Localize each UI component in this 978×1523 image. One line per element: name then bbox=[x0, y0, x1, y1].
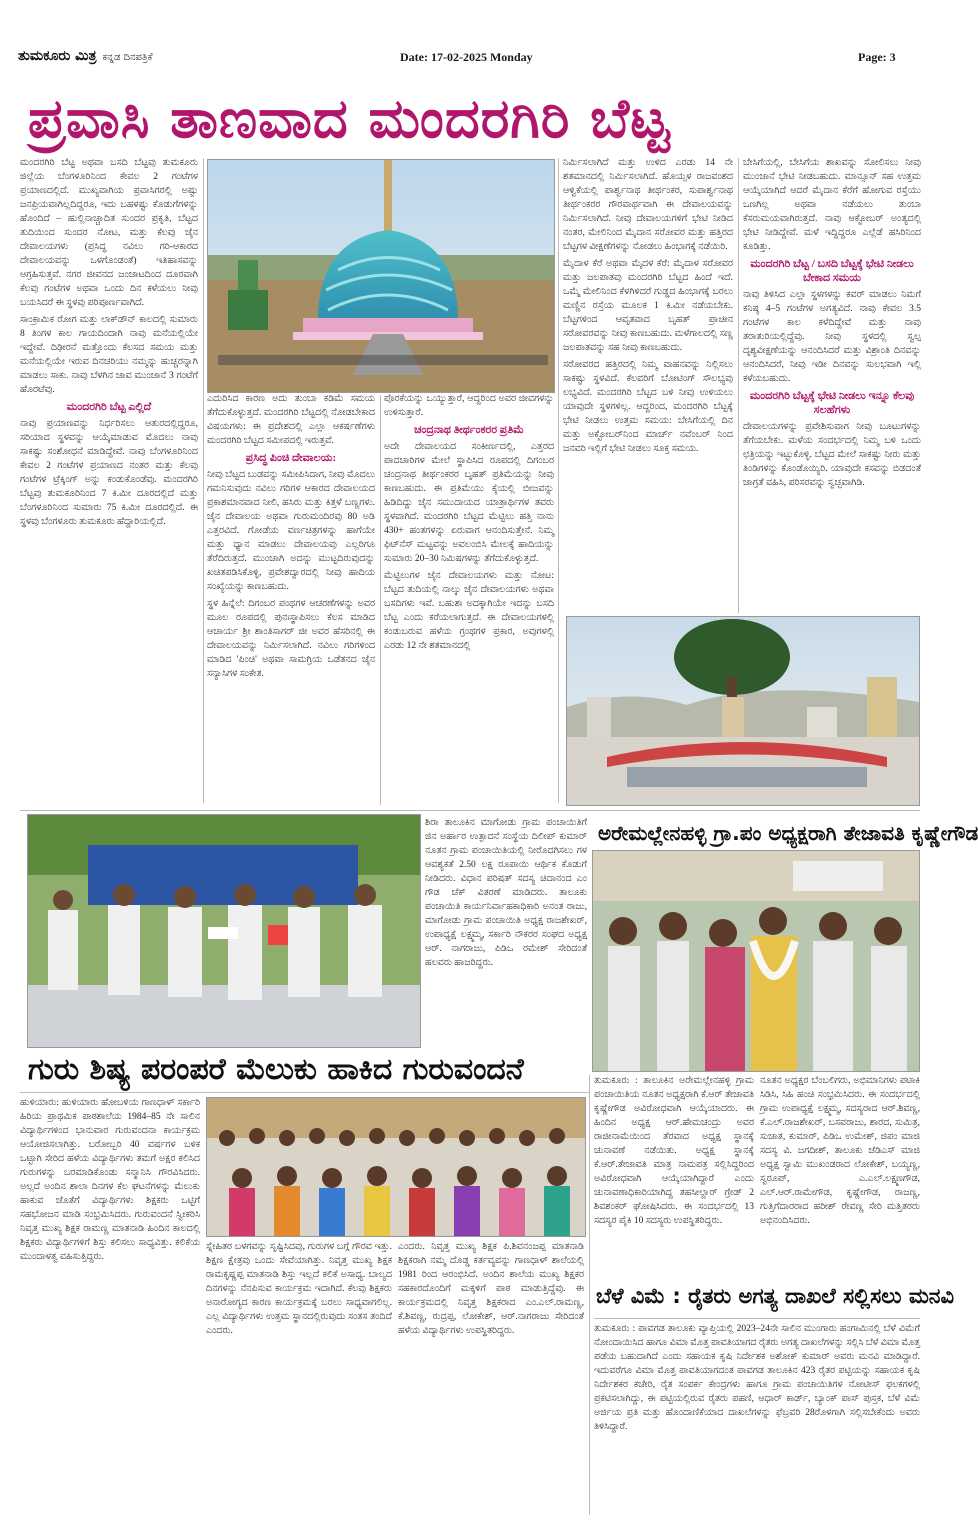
panchayat-story-text-2 bbox=[760, 1074, 920, 1270]
panchayat-president-photo bbox=[592, 850, 920, 1072]
paragraph: ಶಿರಾ ತಾಲೂಕಿನ ಮಾಗೋಡು ಗ್ರಾಮ ಪಂಚಾಯಿತಿಗೆ ಜಿನ ಅರ್ಹಾರ ಉತ್ಪಾದನೆ ಸಂಸ್ಥೆಯ ದಿಲೀಪ್ ಕುಮಾರ್ ನೂತನ ಗ್ರಾಮ ಪಂಚಾಯಿತಿಯಲ್ಲಿ ನೀರೊದಗಿಸಲು ಗಳ ಆವಶ್ಯಕತೆ 2.50 ಲಕ್ಷ ರೂಪಾಯಿ ಆರ್ಥಿಕ ಕೊಡುಗೆ ನೀಡಿದರು. ವಿಧಾನ ಪರಿಷತ್ ಸದಸ್ಯ ಚಿದಾನಂದ ಎಂ ಗೌಡ ಚೆಕ್ ವಿತರಣೆ ಮಾಡಿದರು. ತಾಲೂಕು ಪಂಚಾಯಿತಿ ಕಾರ್ಯನಿರ್ವಾಹಕಾಧಿಕಾರಿ ಅನಂತ ರಾಜು, ಮಾಗೋಡು ಗ್ರಾಮ ಪಂಚಾಯಿತಿ ಅಧ್ಯಕ್ಷ ರಾಜಶೇಖರ್, ಉಪಾಧ್ಯಕ್ಷೆ ಲಕ್ಷ್ಮಮ್ಮ, ಸರ್ಕಾರಿ ನೌಕರರ ಸಂಘದ ಅಧ್ಯಕ್ಷ ಆರ್. ನಾಗರಾಜು, ಪಿಡಿಒ ರಮೇಶ್ ಸೇರಿದಂತೆ ಹಲವರು ಹಾಜರಿದ್ದರು. bbox=[425, 818, 587, 968]
guruvandane-column-2 bbox=[206, 1240, 392, 1518]
column-divider bbox=[380, 395, 381, 805]
paragraph: ಸ್ಥಳ ಹಿನ್ನೆಲೆ: ದಿಗಂಬರ ಪಂಥಗಳ ಆಚರಣೆಗಳನ್ನು ಅವರ ಮೂಲ ರೂಪದಲ್ಲಿ ಪುನಃಸ್ಥಾಪಿಸಲು ಕೆಲಸ ಮಾಡಿದ ಆಚಾರ್ಯ ಶ್ರೀ ಶಾಂತಿಸಾಗರ್ ಜೀ ಅವರ ಹೆಸರಿನಲ್ಲಿ ಈ ದೇವಾಲಯವನ್ನು ನಿರ್ಮಿಸಲಾಗಿದೆ. ನವಿಲು ಗರಿಗಳಿಂದ ಮಾಡಿದ 'ಪಿಂಚಿ' ಅಥವಾ ಸಾಮಗ್ರಿಯ ಒಡೆತನದ ಜೈನ ಸನ್ಯಾಸಿಗಳ ಸಂಕೇತ. bbox=[207, 599, 375, 679]
column-divider bbox=[738, 158, 739, 613]
panchayat-headline: ಅರೇಮಲ್ಲೇನಹಳ್ಳಿ ಗ್ರಾ.ಪಂ ಅಧ್ಯಕ್ಷರಾಗಿ ತೇಜಾವತಿ ಕೃಷ್ಣೇಗೌಡ bbox=[598, 821, 978, 845]
paragraph: ಬೇಸಿಗೆಯಲ್ಲಿ, ಬೇಸಿಗೆಯ ಶಾಖವನ್ನು ಸೋಲಿಸಲು ನೀವು ಮುಂಜಾನೆ ಭೇಟಿ ನೀಡಬಹುದು. ಮಾನ್ಸೂನ್ ಸಹ ಉತ್ತಮ ಆಯ್ಕೆಯಾಗಿದೆ ಆದರೆ ಮೈದಾನ ಕೆರೆಗೆ ಹೋಗುವ ರಸ್ತೆಯು ಒಣಗಿಲ್ಲ ಅಥವಾ ನಡೆಯಲು ತುಂಬಾ ಕೆಸರುಮಯವಾಗಿರುತ್ತದೆ. ನಾವು ಆಕ್ಟೋಬರ್ ಅಂತ್ಯದಲ್ಲಿ ಭೇಟಿ ನೀಡಿದ್ದೇವೆ. ಮಳೆ ಇದ್ದಿದ್ದರೂ ಎಲ್ಲೆಡೆ ಹಸಿರಿನಿಂದ ಕೂಡಿತ್ತು. bbox=[743, 158, 921, 252]
masthead-tagline: ಕನ್ನಡ ದಿನಪತ್ರಿಕೆ bbox=[102, 52, 153, 63]
subheading: ಮಂದರಗಿರಿ ಬೆಟ್ಟಕ್ಕೆ ಭೇಟಿ ನೀಡಲು ಇನ್ನೂ ಕೆಲವು ಸಲಹೆಗಳು bbox=[749, 390, 915, 416]
page-number: Page: 3 bbox=[858, 50, 896, 64]
paragraph: ಅದೇ ದೇವಾಲಯದ ಸಂಕೀರ್ಣದಲ್ಲಿ, ಎತ್ತರದ ಪಾದಚಾರಿಗಳ ಮೇಲೆ ಸ್ಥಾಪಿಸಿದ ರೂಪದಲ್ಲಿ ದಿಗಂಬರ ಚಂದ್ರನಾಥ ತೀರ್ಥಂಕರರ ಬೃಹತ್ ಪ್ರತಿಮೆಯನ್ನು ನೀವು ಕಾಣಬಹುದು. ಈ ಪ್ರತಿಮೆಯು ಕೈಯಲ್ಲಿ ಬೀಜವನ್ನು ಹಿಡಿದಿದ್ದು ಜೈನ ಸಮುದಾಯದ ಯಾತ್ರಾರ್ಥಿಗಳ ತವರು ಸ್ಥಳವಾಗಿದೆ. ಮಂದರಗಿರಿ ಬೆಟ್ಟದ ಮೆಟ್ಟಿಲು ಹತ್ತಿ ನಾನು 430+ ಹಂತಗಳನ್ನು ಏರುವಾಗ ಆನಂದಿಸುತ್ತೇನೆ. ನಿಮ್ಮ ಫಿಟ್‌ನೆಸ್ ಮಟ್ಟವನ್ನು ಅವಲಂಬಿಸಿ ಮೇಲಕ್ಕೆ ಹಾದಿಯನ್ನು ಸುಮಾರು 20–30 ನಿಮಿಷಗಳನ್ನು ತೆಗೆದುಕೊಳ್ಳುತ್ತದೆ. bbox=[384, 442, 554, 564]
section-rule bbox=[20, 1092, 590, 1093]
section-rule bbox=[594, 1318, 920, 1319]
paragraph: ತುಮಕೂರು : ತಾಲೂಕಿನ ಅರೇಮಲ್ಲೇನಹಳ್ಳಿ ಗ್ರಾಮ ಪಂಚಾಯಿತಿಯ ನೂತನ ಅಧ್ಯಕ್ಷರಾಗಿ ಕೆ.ಆರ್ ತೇಜಾವತಿ ಕೃಷ್ಣೇಗೌಡ ಅವಿರೋಧವಾಗಿ ಆಯ್ಕೆಯಾದರು. ಈ ಹಿಂದಿನ ಅಧ್ಯಕ್ಷ ಆರ್.ಹೇಮಚಂದ್ರು ಅವರ ರಾಜೀನಾಮೆಯಿಂದ ತೆರವಾದ ಅಧ್ಯಕ್ಷ ಸ್ಥಾನಕ್ಕೆ ಚುನಾವಣೆ ನಡೆಯಿತು. ಅಧ್ಯಕ್ಷ ಸ್ಥಾನಕ್ಕೆ ಕೆ.ಆರ್.ತೇಜಾವತಿ ಮಾತ್ರ ನಾಮಪತ್ರ ಸಲ್ಲಿಸಿದ್ದರಿಂದ ಅವಿರೋಧವಾಗಿ ಆಯ್ಕೆಯಾಗಿದ್ದಾರೆ ಎಂದು ಚುನಾವಣಾಧಿಕಾರಿಯಾಗಿದ್ದ ತಹಸೀಲ್ದಾರ್ ಗ್ರೇಡ್ 2 ಶಿವಶಂಕರ್ ಘೋಷಿಸಿದರು. ಈ ಸಂದರ್ಭದಲ್ಲಿ 13 ಸದಸ್ಯರ ಪೈಕಿ 10 ಸದಸ್ಯರು ಉಪಸ್ಥಿತರಿದ್ದರು. bbox=[594, 1076, 754, 1226]
paragraph: ನಾವು ತಿಳಿಸಿದ ಎಲ್ಲಾ ಸ್ಥಳಗಳನ್ನು ಕವರ್ ಮಾಡಲು ನಿಮಗೆ ಕನಿಷ್ಠ 4–5 ಗಂಟೆಗಳ ಅಗತ್ಯವಿದೆ. ನಾವು ಕೇವಲ 3.5 ಗಂಟೆಗಳ ಕಾಲ ಕಳೆದಿದ್ದೇವೆ ಮತ್ತು ನಾವು ತರಾತುರಿಯಲ್ಲಿದ್ದೆವು. ನೀವು ಸ್ಥಳದಲ್ಲಿ ಸ್ವಲ್ಪ ದೃಶ್ಯವೀಕ್ಷಣೆಯನ್ನು ಆನಂದಿಸಿದರೆ ಮತ್ತು ವಿಶ್ರಾಂತಿ ದಿನವನ್ನು ಆನಂದಿಸಿದರೆ, ನೀವು ಇಡೀ ದಿನವನ್ನು ಸುಲಭವಾಗಿ ಇಲ್ಲಿ ಕಳೆಯಬಹುದು. bbox=[743, 290, 921, 384]
paragraph: ಸ್ನೇಹಿತರ ಬಳಗವನ್ನು ಸೃಷ್ಟಿಸಿದವು, ಗುರುಗಳ ಬಗ್ಗೆ ಗೌರವ ಇತ್ತು. ಶಿಕ್ಷಣ ಕ್ಷೇತ್ರವು ಒಂದು ಸೇವೆಯಾಗಿತ್ತು. ನಿವೃತ್ತ ಮುಖ್ಯ ಶಿಕ್ಷಕ ರಾಮಕೃಷ್ಣಪ್ಪ ಮಾತನಾಡಿ ಶಿಸ್ತು ಇಲ್ಲದೆ ಕಲಿಕೆ ಅಸಾಧ್ಯ. ಬಾಲ್ಯದ ದಿನಗಳನ್ನು ನೆನಪಿಸುವ ಕಾರ್ಯಕ್ರಮ ಇದಾಗಿದೆ. ಕೆಲವು ಶಿಕ್ಷಕರು ಅನಾರೋಗ್ಯದ ಕಾರಣ ಕಾರ್ಯಕ್ರಮಕ್ಕೆ ಬರಲು ಸಾಧ್ಯವಾಗಲಿಲ್ಲ. ಎಲ್ಲ ವಿದ್ಯಾರ್ಥಿಗಳು ಉತ್ತಮ ಸ್ಥಾನದಲ್ಲಿರುವುದು ಸಂತಸ ತಂದಿದೆ ಎಂದರು. bbox=[206, 1242, 392, 1336]
masthead bbox=[18, 48, 153, 64]
paragraph: ಪೊರಕೆಯನ್ನು ಒಯ್ಯುತ್ತಾರೆ, ಆದ್ದರಿಂದ ಅವರ ಜೀವಗಳನ್ನು ಉಳಿಸುತ್ತಾರೆ. bbox=[384, 394, 554, 418]
column-divider bbox=[203, 158, 204, 803]
issue-date: Date: 17-02-2025 Monday bbox=[400, 50, 533, 64]
paragraph: ಮೆಟ್ಟಿಲುಗಳ ಜೈನ ದೇವಾಲಯಗಳು ಮತ್ತು ನೋಟ: ಬೆಟ್ಟದ ತುದಿಯಲ್ಲಿ ನಾಲ್ಕು ಜೈನ ದೇವಾಲಯಗಳು ಅಥವಾ ಬಸದಿಗಳು ಇವೆ. ಬಹುಶಃ ಅದಕ್ಕಾಗಿಯೇ ಇದನ್ನು ಬಸದಿ ಬೆಟ್ಟ ಎಂದು ಕರೆಯಲಾಗುತ್ತದೆ. ಈ ದೇವಾಲಯಗಳಲ್ಲಿ ಕಂಡುಬರುವ ಹಳೆಯ ಗ್ರಂಥಗಳ ಪ್ರಕಾರ, ಅವುಗಳಲ್ಲಿ ಎರಡು 12 ನೇ ಶತಮಾನದಲ್ಲಿ bbox=[384, 571, 554, 651]
story1-column-4 bbox=[563, 156, 733, 612]
paragraph: ಸರೋವರದ ಹತ್ತಿರದಲ್ಲಿ ನಿಮ್ಮ ವಾಹನವನ್ನು ನಿಲ್ಲಿಸಲು ಸಾಕಷ್ಟು ಸ್ಥಳವಿದೆ. ಕೆಲವರಿಗೆ ಬೋಟಿಂಗ್ ಸೌಲಭ್ಯವು ಲಭ್ಯವಿದೆ. ಮಂದರಗಿರಿ ಬೆಟ್ಟದ ಬಳಿ ನೀವು ಉಳಿಯಲು ಯಾವುದೇ ಸ್ಥಳಗಳಿಲ್ಲ. ಆದ್ದರಿಂದ, ಮಂದರಗಿರಿ ಬೆಟ್ಟಕ್ಕೆ ಭೇಟಿ ನೀಡಲು ಉತ್ತಮ ಸಮಯ: ಬೇಸಿಗೆಯಲ್ಲಿ ದಿನ ಮತ್ತು ಅಕ್ಟೋಬರ್‌ನಿಂದ ಮಾರ್ಚ್ ನವೆಂಬರ್ ನಿಂದ ಜನವರಿ ಇಲ್ಲಿಗೆ ಭೇಟಿ ನೀಡಲು ಸೂಕ್ತ ಸಮಯ. bbox=[563, 360, 733, 454]
magodu-story-text bbox=[425, 816, 587, 1056]
story1-column-1 bbox=[20, 156, 198, 806]
subheading: ಪ್ರಸಿದ್ಧ ಪಿಂಚಿ ದೇವಾಲಯ: bbox=[245, 452, 337, 464]
photo-caption-text: ಎದುರಿಸಿದ ಕಾರಣ ಅದು ತುಂಬಾ ಕಡಿಮೆ ಸಮಯ ತೆಗೆದುಕೊಳ್ಳುತ್ತದೆ. ಮಂದರಗಿರಿ ಬೆಟ್ಟದಲ್ಲಿ ನೋಡಬೇಕಾದ ವಿಷಯಗಳು: ಈ ಪ್ರದೇಶದಲ್ಲಿ ಎಲ್ಲಾ ಆಕರ್ಷಣೆಗಳು ಮಂದರಗಿರಿ ಬೆಟ್ಟದ ಸಮೀಪದಲ್ಲಿ ಇರುತ್ತವೆ. bbox=[207, 394, 375, 446]
paragraph: ಎಂದರು. ನಿವೃತ್ತ ಮುಖ್ಯ ಶಿಕ್ಷಕ ಪಿ.ಶಿವನಂಜಪ್ಪ ಮಾತನಾಡಿ ಶಿಕ್ಷಕರಾಗಿ ನಮ್ಮ ದೊಡ್ಡ ಕರ್ತವ್ಯವನ್ನು ಗಾಣಧಾಳ್ ಶಾಲೆಯಲ್ಲಿ 1981 ರಿಂದ ಆರಂಭಿಸಿದೆ. ಅಂದಿನ ಶಾಲೆಯ ಮುಖ್ಯ ಶಿಕ್ಷಕರ ಸಹಕಾರದೊಂದಿಗೆ ಮಕ್ಕಳಿಗೆ ಪಾಠ ಮಾಡುತ್ತಿದ್ದೆವು. ಈ ಕಾರ್ಯಕ್ರಮದಲ್ಲಿ ನಿವೃತ್ತ ಶಿಕ್ಷಕರಾದ ಎಂ.ಎಲ್.ರಾಮಣ್ಣ, ಕೆ.ಶಿವಣ್ಣ, ರುದ್ರಪ್ಪ, ಲೋಕೇಶ್, ಆರ್.ನಾಗರಾಜು ಸೇರಿದಂತೆ ಹಳೆಯ ವಿದ್ಯಾರ್ಥಿಗಳು ಉಪಸ್ಥಿತರಿದ್ದರು. bbox=[398, 1242, 584, 1336]
paragraph: ತುಮಕೂರು : ಪಾವಗಡ ತಾಲೂಕು ವ್ಯಾಪ್ತಿಯಲ್ಲಿ 2023–24ನೇ ಸಾಲಿನ ಮುಂಗಾರು ಹಂಗಾಮಿನಲ್ಲಿ ಬೆಳೆ ವಿಮೆಗೆ ನೋಂದಾಯಿಸಿದ ಹಾಗೂ ವಿಮಾ ಮೊತ್ತ ಪಾವತಿಯಾಗದ ರೈತರು ಅಗತ್ಯ ದಾಖಲೆಗಳನ್ನು ಸಲ್ಲಿಸಿ ಬೆಳೆ ವಿಮಾ ಮೊತ್ತ ಪಡೆಯ ಬಹುದಾಗಿದೆ ಎಂದು ಸಹಾಯಕ ಕೃಷಿ ನಿರ್ದೇಶಕ ಅಶೋಕ್ ಕುಮಾರ್ ಅವರು ಮನವಿ ಮಾಡಿದ್ದಾರೆ. ಇದುವರೆಗೂ ವಿಮಾ ಮೊತ್ತ ಪಾವತಿಯಾಗದಂತ ಪಾವಗಡ ತಾಲೂಕಿನ 423 ರೈತರ ಪಟ್ಟಿಯನ್ನು ಸಹಾಯಕ ಕೃಷಿ ನಿರ್ದೇಶಕರ ಕಚೇರಿ, ರೈತ ಸಂಪರ್ಕ ಕೇಂದ್ರಗಳು ಹಾಗೂ ಗ್ರಾಮ ಪಂಚಾಯಿತಿಗಳ ನೋಟೀಸ್ ಫಲಕಗಳಲ್ಲಿ ಪ್ರಕಟಿಸಲಾಗಿದ್ದು, ಈ ಪಟ್ಟಿಯಲ್ಲಿರುವ ರೈತರು ಪಹಣಿ, ಆಧಾರ್ ಕಾರ್ಡ್, ಬ್ಯಾಂಕ್ ಪಾಸ್ ಪುಸ್ತಕ, ಬೆಳೆ ವಿಮೆ ಅರ್ಜಿಯ ಪ್ರತಿ ಮತ್ತು ಹೊಂದಾಣಿಕೆಯಾದ ದಾಖಲೆಗಳನ್ನು ಫೆಬ್ರವರಿ 28ರೊಳಗಾಗಿ ಸಲ್ಲಿಸಬೇಕೆಂದು ಅವರು ತಿಳಿಸಿದ್ದಾರೆ. bbox=[594, 1324, 920, 1432]
hilltop-illustration bbox=[567, 617, 919, 805]
paragraph: ಮಂದರಗಿರಿ ಬೆಟ್ಟ ಅಥವಾ ಬಸದಿ ಬೆಟ್ಟವು ತುಮಕೂರು ಜಿಲ್ಲೆಯ ಬೆಂಗಳೂರಿನಿಂದ ಕೇವಲ 2 ಗಂಟೆಗಳ ಪ್ರಯಾಣದಲ್ಲಿದೆ. ಮುಖ್ಯವಾಗಿಯ ಪ್ರವಾಸಿಗರಲ್ಲಿ ಅಷ್ಟು ಜನಪ್ರಿಯವಾಗಿಲ್ಲದಿದ್ದರೂ, ಇದು ಬಹಳಷ್ಟು ಕೊಡುಗೆಗಳನ್ನು ಹೊಂದಿದೆ – ಹುಲ್ಲಿನಾಚ್ಚಾದಿತ ಸುಂದರ ಪ್ರಕೃತಿ, ಬೆಟ್ಟದ ತುದಿಯಿಂದ ಸುಂದರ ನೋಟ, ಮತ್ತು ಕೆಲವು ಜೈನ ದೇವಾಲಯಗಳು (ಪ್ರಸಿದ್ಧ ನವಿಲು ಗರಿ-ಆಕಾರದ ದೇವಾಲಯವನ್ನು ಒಳಗೊಂಡಂತೆ) ಇತಿಹಾಸವನ್ನು ಆಗ್ರಹಿಸುತ್ತವೆ. ನಗರ ಜೀವನದ ಜಂಜಾಟದಿಂದ ದೂರವಾಗಿ ಕೆಲವು ಗಂಟೆಗಳ ಅಥವಾ ಒಂದು ದಿನ ಕಳೆಯಲು ನೀವು ಬಯಸಿದರೆ ಈ ಸ್ಥಳವು ಪರಿಪೂರ್ಣವಾಗಿದೆ. bbox=[20, 158, 198, 308]
event-illustration bbox=[28, 815, 420, 1047]
story1-column-2 bbox=[207, 392, 375, 806]
teachers-group-photo bbox=[206, 1097, 586, 1237]
subheading: ಮಂದರಗಿರಿ ಬೆಟ್ಟ ಎಲ್ಲಿದೆ bbox=[66, 401, 152, 413]
temple-photo bbox=[207, 159, 555, 393]
column-divider bbox=[558, 158, 559, 803]
hilltop-statue-photo bbox=[566, 616, 920, 806]
subheading: ಮಂದರಗಿರಿ ಬೆಟ್ಟ / ಬಸದಿ ಬೆಟ್ಟಕ್ಕೆ ಭೇಟಿ ನೀಡಲು ಬೇಕಾದ ಸಮಯ bbox=[750, 258, 914, 284]
temple-illustration bbox=[208, 160, 554, 392]
story1-column-3 bbox=[384, 392, 554, 806]
felicitation-illustration bbox=[593, 851, 919, 1071]
masthead-title: ತುಮಕೂರು ಮಿತ್ರ bbox=[18, 48, 97, 64]
column-divider bbox=[589, 1075, 590, 1515]
crop-insurance-headline: ಬೆಳೆ ವಿಮೆ : ರೈತರು ಅಗತ್ಯ ದಾಖಲೆ ಸಲ್ಲಿಸಲು ಮನವಿ bbox=[596, 1284, 955, 1308]
guruvandane-headline: ಗುರು ಶಿಷ್ಯ ಪರಂಪರೆ ಮೆಲುಕು ಹಾಕಿದ ಗುರುವಂದನೆ bbox=[28, 1052, 524, 1087]
paragraph: ನೂತನ ಅಧ್ಯಕ್ಷರ ಬೆಂಬಲಿಗರು, ಅಭಿಮಾನಿಗಳು ಪಟಾಕಿ ಸಿಡಿಸಿ, ಸಿಹಿ ಹಂಚಿ ಸಂಭ್ರಮಿಸಿದರು. ಈ ಸಂದರ್ಭದಲ್ಲಿ ಗ್ರಾಮ ಉಪಾಧ್ಯಕ್ಷೆ ಲಕ್ಷ್ಮಮ್ಮ, ಸದಸ್ಯರಾದ ಆರ್.ಶಿವಣ್ಣ, ಕೆ.ಎಲ್.ರಾಜಶೇಖರ್, ಬಸವರಾಜು, ಶಾರದ, ಸುಮಿತ್ರ, ಸುಜಾತ, ಕುಮಾರ್, ಪಿಡಿಒ ಉಮೇಶ್, ಜಿಪಂ ಮಾಜಿ ಸದಸ್ಯ ವಿ. ಜಗದೀಶ್, ತಾಲೂಕು ಜೆಡಿಎಸ್ ಮಾಜಿ ಅಧ್ಯಕ್ಷ ಸ್ವಾಮಿ ಮುಖಂಡರಾದ ಲೋಕೇಶ್, ಬಯ್ಯಣ್ಣ, ಸ್ವರೂಪ್, ಎ.ಎಲ್.ಲಕ್ಷ್ಮಣಗೌಡ, ಎಲ್.ಆರ್.ರಾಮೇಗೌಡ, ಕೃಷ್ಣೇಗೌಡ, ರಾಜಣ್ಣ, ಗುತ್ತಿಗೆದಾರರಾದ ಹರೀಶ್ ರೇವಣ್ಣ ಸೇರಿ ಮತ್ತಿತರರು ಅಭಿನಂದಿಸಿದರು. bbox=[760, 1076, 920, 1226]
section-rule bbox=[20, 810, 920, 811]
paragraph: ಮೈದಾಳ ಕೆರೆ ಅಥವಾ ಮೈದಳ ಕೆರೆ: ಮೈದಾಳ ಸರೋವರ ಮತ್ತು ಜಲಪಾತವು ಮಂದರಗಿರಿ ಬೆಟ್ಟದ ಹಿಂದೆ ಇದೆ. ಒಮ್ಮೆ ಮೇಲಿನಿಂದ ಕೆಳಗಿಳಿದರೆ ಗುಡ್ಡದ ಹಿಂಭಾಗಕ್ಕೆ ಬರಲು ಮಣ್ಣಿನ ರಸ್ತೆಯ ಮೂಲಕ 1 ಕಿ.ಮೀ ನಡೆಯಬೇಕು. ಬೆಟ್ಟಗಳಿಂದ ಆವೃತವಾದ ಬೃಹತ್ ಪ್ರಾಚೀನ ಸರೋವರವನ್ನು ನೀವು ಕಾಣಬಹುದು. ಮಳೆಗಾಲದಲ್ಲಿ ಸಣ್ಣ ಜಲಪಾತವನ್ನು ಸಹ ನೀವು ಕಾಣಬಹುದು. bbox=[563, 259, 733, 353]
paragraph: ನಾವು ಪ್ರಯಾಣವನ್ನು ನಿರ್ಧರಿಸಲು ಆತುರದಲ್ಲಿದ್ದರೂ, ಸರಿಯಾದ ಸ್ಥಳವನ್ನು ಆಯ್ಕೆಮಾಡುವ ಮೊದಲು ನಾವು ಸಾಕಷ್ಟು ಸಂಶೋಧನೆ ಮಾಡಿದ್ದೇವೆ. ನಾವು ಬೆಂಗಳೂರಿನಿಂದ ಕೇವಲ 2 ಗಂಟೆಗಳ ಪ್ರಯಾಣದ ನಂತರ ಮತ್ತು ಕೆಲವು ಗಂಟೆಗಳ ಟ್ರೆಕ್ಕಿಂಗ್ ಅನ್ನು ಕಂಡುಕೊಂಡೆವು. ಮಂದರಗಿರಿ ಬೆಟ್ಟವು ತುಮಕೂರಿನಿಂದ 7 ಕಿ.ಮೀ ದೂರದಲ್ಲಿದೆ ಮತ್ತು ಬೆಂಗಳೂರಿನಿಂದ ಸುಮಾರು 75 ಕಿ.ಮೀ ದೂರದಲ್ಲಿದೆ. ಈ ಸ್ಥಳವು ಬೆಂಗಳೂರು ತುಮಕೂರು ಹೆದ್ದಾರಿಯಲ್ಲಿದೆ. bbox=[20, 419, 198, 527]
event-stage-photo bbox=[27, 814, 421, 1048]
subheading: ಚಂದ್ರನಾಥ ತೀರ್ಥಂಕರರ ಪ್ರತಿಮೆ bbox=[413, 424, 525, 436]
paragraph: ಹುಳಿಯಾರು: ಹುಳಿಯಾರು ಹೋಬಳಿಯ ಗಾಣಧಾಳ್ ಸರ್ಕಾರಿ ಹಿರಿಯ ಪ್ರಾಥಮಿಕ ಪಾಠಶಾಲೆಯ 1984–85 ನೇ ಸಾಲಿನ ವಿದ್ಯಾರ್ಥಿಗಳಿಂದ ಭಾನುವಾರ ಗುರುವಂದನಾ ಕಾರ್ಯಕ್ರಮ ಆಯೋಜಿಸಲಾಗಿತ್ತು. ಬರೋಬ್ಬರಿ 40 ವರ್ಷಗಳ ಬಳಿಕ ಒಟ್ಟಾಗಿ ಸೇರಿದ ಹಳೆಯ ವಿದ್ಯಾರ್ಥಿಗಳು ತಮಗೆ ಅಕ್ಷರ ಕಲಿಸಿದ ಗುರುಗಳನ್ನು ಬರಮಾಡಿಕೊಂಡು ಸನ್ಮಾನಿಸಿ ಗೌರವಿಸಿದರು. ಅಲ್ಲದೆ ಅಂದಿನ ಶಾಲಾ ದಿನಗಳ ಕೆಲ ಘಟನೆಗಳನ್ನು ಮೆಲುಕು ಹಾಕುವ ಜೊತೆಗೆ ವಿದ್ಯಾರ್ಥಿಗಳು ಶಿಕ್ಷಕರು ಒಟ್ಟಿಗೆ ಸಹಭೋಜನ ಮಾಡಿ ಸಂಭ್ರಮಿಸಿದರು. ಗುರುವಂದನೆ ಸ್ವೀಕರಿಸಿ ನಿವೃತ್ತ ಮುಖ್ಯ ಶಿಕ್ಷಕ ರಾಮಣ್ಣ ಮಾತನಾಡಿ ಹಿಂದಿನ ಕಾಲದಲ್ಲಿ ಶಿಕ್ಷಕರು ವಿದ್ಯಾರ್ಥಿಗಳಿಗೆ ಶಿಸ್ತು ಕಲಿಸಲು ಸಾಧ್ಯವಿತ್ತು. ಕಲಿಕೆಯ ಮುಂದಾಳತ್ವ ವಹಿಸುತ್ತಿದ್ದರು. bbox=[20, 1098, 200, 1262]
crop-insurance-text bbox=[594, 1322, 920, 1518]
main-headline: ಪ್ರವಾಸಿ ತಾಣವಾದ ಮಂದರಗಿರಿ ಬೆಟ್ಟ bbox=[28, 87, 671, 150]
paragraph: ನಿರ್ಮಿಸಲಾಗಿದೆ ಮತ್ತು ಉಳಿದ ಎರಡು 14 ನೇ ಶತಮಾನದಲ್ಲಿ ನಿರ್ಮಿಸಲಾಗಿದೆ. ಹೊಯ್ಸಳ ರಾಜವಂಶದ ಆಳ್ವಿಕೆಯಲ್ಲಿ ಪಾರ್ಶ್ವನಾಥ ತೀರ್ಥಂಕರ, ಸುಪಾರ್ಶ್ವನಾಥ ತೀರ್ಥಂಕರರ ಗೌರವಾರ್ಥವಾಗಿ ಈ ದೇವಾಲಯವನ್ನು ನಿರ್ಮಿಸಲಾಗಿದೆ. ನೀವು ದೇವಾಲಯಗಳಿಗೆ ಭೇಟಿ ನೀಡಿದ ನಂತರ, ಮೇಲಿನಿಂದ ಮೈದಾನ ಸರೋವರ ಮತ್ತು ಹತ್ತಿರದ ಬೆಟ್ಟಗಳ ವೀಕ್ಷಣೆಗಳನ್ನು ನೋಡಲು ಹಿಂಭಾಗಕ್ಕೆ ನಡೆಯಿರಿ. bbox=[563, 158, 733, 252]
guruvandane-column-3 bbox=[398, 1240, 584, 1518]
story1-column-5 bbox=[743, 156, 921, 612]
paragraph: ಸಾಂಕ್ರಾಮಿಕ ರೋಗ ಮತ್ತು ಲಾಕ್‌ಡೌನ್ ಕಾಲದಲ್ಲಿ ಸುಮಾರು 8 ತಿಂಗಳ ಕಾಲ ಗಾಯದಿಂದಾಗಿ ನಾವು ಮನೆಯಲ್ಲಿಯೇ ಇದ್ದೇವೆ. ದಿಢೀರನೆ ಮತ್ತೊಂದು ಕೆಲಸದ ಸಮಯ ಮತ್ತು ಮನೆಯಲ್ಲಿಯೇ ಇರುವ ದಿನಚರಿಯು ನಮ್ಮನ್ನು ಹುಚ್ಚರನ್ನಾಗಿ ಮಾಡಲು ಸಾಕು. ನಾವು ಬೆಳಗಿನ ಜಾವ ಮುಂಜಾನೆ 3 ಗಂಟೆಗೆ ಹೊರಟೆವು. bbox=[20, 315, 198, 395]
paragraph: ದೇವಾಲಯಗಳನ್ನು ಪ್ರವೇಶಿಸುವಾಗ ನೀವು ಬೂಟುಗಳನ್ನು ತೆಗೆಯಬೇಕು. ಮಳೆಯ ಸಂದರ್ಭದಲ್ಲಿ ನಿಮ್ಮ ಬಳಿ ಒಂದು ಛತ್ರಿಯನ್ನು ಇಟ್ಟುಕೊಳ್ಳಿ. ಬೆಟ್ಟದ ಮೇಲೆ ಸಾಕಷ್ಟು ನೀರು ಮತ್ತು ತಿಂಡಿಗಳನ್ನು ಕೊಂಡೊಯ್ಯಿರಿ. ಯಾವುದೇ ಕಸವನ್ನು ಬಿಡದಂತೆ ಜಾಗ್ರತೆ ವಹಿಸಿ, ಪರಿಸರವನ್ನು ಸ್ವಚ್ಛವಾಗಿಡಿ. bbox=[743, 422, 921, 488]
paragraph: ನೀವು ಬೆಟ್ಟದ ಬುಡವನ್ನು ಸಮೀಪಿಸಿದಾಗ, ನೀವು ಮೊದಲು ಗಮನಿಸುವುದು ನವಿಲು ಗರಿಗಳ ಆಕಾರದ ದೇವಾಲಯದ ಪ್ರಕಾಶಮಾನವಾದ ನೀಲಿ, ಹಸಿರು ಮತ್ತು ಕಿತ್ತಳೆ ಬಣ್ಣಗಳು. ಜೈನ ದೇವಾಲಯ ಅಥವಾ ಗುರುಮಂದಿರವು 80 ಅಡಿ ಎತ್ತರವಿದೆ. ಗೋಡೆಯ ವರ್ಣಚಿತ್ರಗಳನ್ನು ಹಾಗೆಯೇ ಮತ್ತು ಧ್ಯಾನ ಮಾಡಲು ದೇವಾಲಯವು ಎಲ್ಲರಿಗೂ ತೆರೆದಿರುತ್ತದೆ. ಮುಂಚಾಗಿ ಅದನ್ನು ಮುಟ್ಟದಿರುವುದನ್ನು ಖಚಿತಪಡಿಸಿಕೊಳ್ಳಿ, ಪ್ರವೇಶದ್ವಾರದಲ್ಲಿ ನೀವು ಹಾದಿಯ ಸಂಖ್ಯೆಯನ್ನು ಕಾಣಬಹುದು. bbox=[207, 470, 375, 592]
panchayat-story-text bbox=[594, 1074, 754, 1270]
guruvandane-column-1 bbox=[20, 1096, 200, 1518]
group-illustration bbox=[207, 1098, 585, 1236]
